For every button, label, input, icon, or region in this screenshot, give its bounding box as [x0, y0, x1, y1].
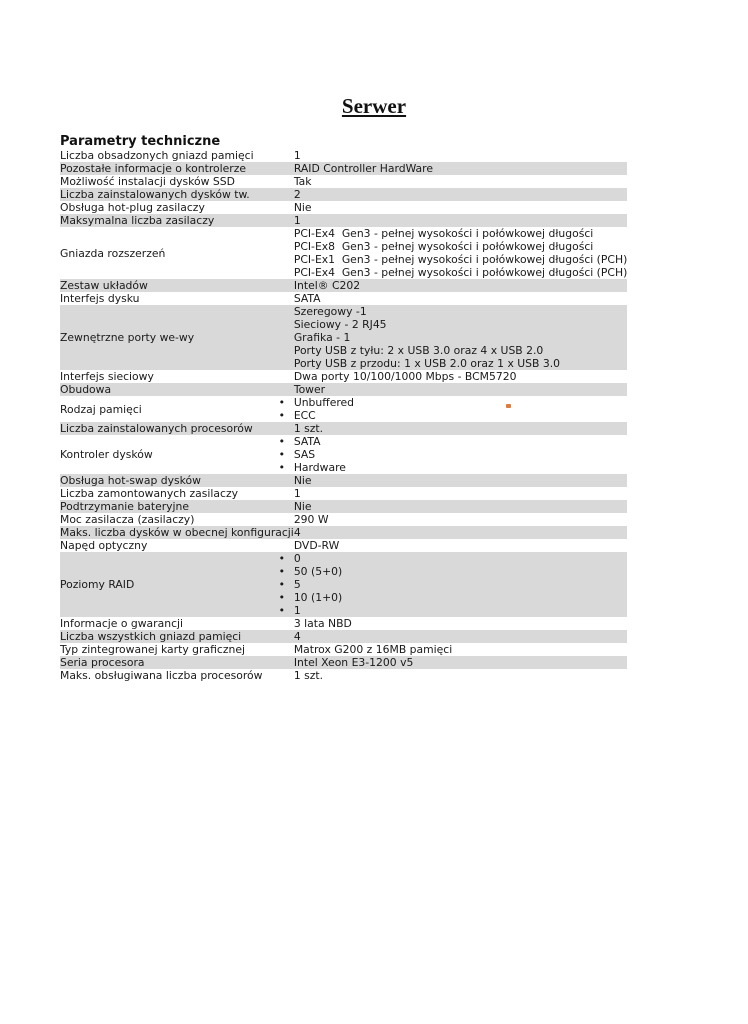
row-value: Intel Xeon E3-1200 v5: [294, 656, 627, 669]
row-value: 2: [294, 188, 627, 201]
table-row: [60, 630, 627, 643]
row-value: 290 W: [293, 513, 329, 526]
row-value: [294, 305, 627, 370]
row-label: Liczba zainstalowanych dysków tw.: [60, 188, 294, 201]
table-row: [60, 539, 627, 552]
bullet-icon: •: [278, 578, 285, 591]
section-title: Parametry techniczne: [60, 134, 221, 149]
row-value: 3 lata NBD: [293, 617, 352, 630]
row-value: [278, 396, 627, 422]
bullet-icon: •: [278, 591, 285, 604]
value-line: Szeregowy -1: [293, 305, 367, 318]
table-row: [60, 292, 627, 305]
table-row: [60, 396, 627, 422]
row-value: 1 szt.: [293, 669, 324, 682]
row-label: Typ zintegrowanej karty graficznej: [60, 643, 245, 656]
row-value: [294, 227, 627, 279]
value-line: PCI-Ex4 Gen3 - pełnej wysokości i połówkowej długości (PCH): [293, 266, 628, 279]
value-line: PCI-Ex4 Gen3 - pełnej wysokości i połówkowej długości: [293, 227, 594, 240]
bullet-item: • Unbuffered: [278, 396, 355, 409]
row-label: Liczba zainstalowanych procesorów: [60, 422, 294, 435]
table-row: [60, 383, 627, 396]
table-row: [60, 305, 627, 370]
table-row: [60, 370, 627, 383]
table-row: [60, 149, 627, 162]
scan-speck: [506, 404, 511, 408]
row-value: 1: [293, 149, 301, 162]
bullet-item: • 5: [278, 578, 301, 591]
row-label: Rodzaj pamięci: [60, 402, 142, 416]
row-label: Moc zasilacza (zasilaczy): [60, 513, 195, 526]
table-row: [60, 487, 627, 500]
row-label: Napęd optyczny: [60, 539, 148, 552]
row-value: DVD-RW: [293, 539, 340, 552]
spec-table: [60, 149, 627, 682]
table-row: [60, 617, 627, 630]
bullet-icon: •: [278, 565, 285, 578]
table-row: [60, 214, 627, 227]
bullet-item: • 0: [278, 552, 301, 565]
table-row: [60, 227, 627, 279]
row-label: Podtrzymanie bateryjne: [60, 500, 294, 513]
row-value: 1 szt.: [294, 422, 627, 435]
row-value: RAID Controller HardWare: [294, 162, 627, 175]
value-line: PCI-Ex8 Gen3 - pełnej wysokości i połówkowej długości: [293, 240, 594, 253]
row-label: Pozostałe informacje o kontrolerze: [60, 162, 294, 175]
value-line: Grafika - 1: [293, 331, 351, 344]
bullet-icon: •: [278, 461, 285, 474]
table-row: [60, 175, 627, 188]
row-value: Intel® C202: [294, 279, 627, 292]
row-label: Liczba zamontowanych zasilaczy: [60, 487, 239, 500]
row-label: Gniazda rozszerzeń: [60, 246, 166, 260]
table-row: [60, 279, 627, 292]
table-row: [60, 643, 627, 656]
table-row: [60, 500, 627, 513]
row-label: Zewnętrzne porty we-wy: [60, 305, 294, 370]
bullet-icon: •: [278, 396, 285, 409]
row-value: Dwa porty 10/100/1000 Mbps - BCM5720: [293, 370, 517, 383]
table-row: [60, 188, 627, 201]
bullet-item: • ECC: [278, 409, 316, 422]
row-label: Kontroler dysków: [60, 448, 153, 461]
bullet-item: • Hardware: [278, 461, 346, 474]
row-label: Poziomy RAID: [60, 552, 294, 617]
bullet-icon: •: [278, 552, 285, 565]
row-value: Nie: [294, 500, 627, 513]
row-label: Liczba obsadzonych gniazd pamięci: [60, 149, 254, 162]
row-value: Tak: [293, 175, 312, 188]
table-row: [60, 474, 627, 487]
row-value: 4: [294, 526, 627, 539]
row-value: [278, 435, 627, 474]
table-row: [60, 526, 627, 539]
table-row: [60, 201, 627, 214]
table-row: [60, 435, 627, 474]
row-value: Tower: [294, 383, 627, 396]
bullet-item: • 10 (1+0): [278, 591, 343, 604]
bullet-icon: •: [278, 604, 285, 617]
bullet-icon: •: [278, 409, 285, 422]
row-label: Możliwość instalacji dysków SSD: [60, 175, 235, 188]
row-value: Nie: [293, 201, 312, 214]
value-line: Porty USB z przodu: 1 x USB 2.0 oraz 1 x USB 3.0: [293, 357, 561, 370]
table-row: [60, 656, 627, 669]
bullet-icon: •: [278, 435, 285, 448]
bullet-item: • 50 (5+0): [278, 565, 343, 578]
bullet-item: • 1: [278, 604, 301, 617]
row-label: Zestaw układów: [60, 279, 294, 292]
value-line: PCI-Ex1 Gen3 - pełnej wysokości i połówkowej długości (PCH): [293, 253, 628, 266]
row-label: Seria procesora: [60, 656, 294, 669]
table-row: [60, 162, 627, 175]
row-label: Maks. liczba dysków w obecnej konfiguracji: [60, 526, 294, 539]
row-label: Interfejs sieciowy: [60, 370, 154, 383]
row-value: 4: [294, 630, 627, 643]
row-value: [278, 552, 627, 617]
row-label: Maks. obsługiwana liczba procesorów: [60, 669, 263, 682]
row-label: Obsługa hot-plug zasilaczy: [60, 201, 205, 214]
bullet-icon: •: [278, 448, 285, 461]
value-line: Porty USB z tyłu: 2 x USB 3.0 oraz 4 x USB 2.0: [293, 344, 544, 357]
row-label: Informacje o gwarancji: [60, 617, 183, 630]
row-value: Matrox G200 z 16MB pamięci: [293, 643, 453, 656]
table-row: [60, 552, 627, 617]
table-row: [60, 513, 627, 526]
row-value: 1: [293, 487, 301, 500]
bullet-item: • SATA: [278, 435, 321, 448]
row-label: Liczba wszystkich gniazd pamięci: [60, 630, 294, 643]
row-value: Nie: [294, 474, 627, 487]
row-label: Obsługa hot-swap dysków: [60, 474, 294, 487]
row-value: SATA: [293, 292, 321, 305]
document-title: Serwer: [341, 94, 407, 118]
value-line: Sieciowy - 2 RJ45: [293, 318, 387, 331]
bullet-item: • SAS: [278, 448, 316, 461]
row-label: Maksymalna liczba zasilaczy: [60, 214, 294, 227]
table-row: [60, 669, 627, 682]
table-row: [60, 422, 627, 435]
row-label: Interfejs dysku: [60, 292, 140, 305]
row-value: 1: [294, 214, 627, 227]
row-label: Obudowa: [60, 383, 294, 396]
